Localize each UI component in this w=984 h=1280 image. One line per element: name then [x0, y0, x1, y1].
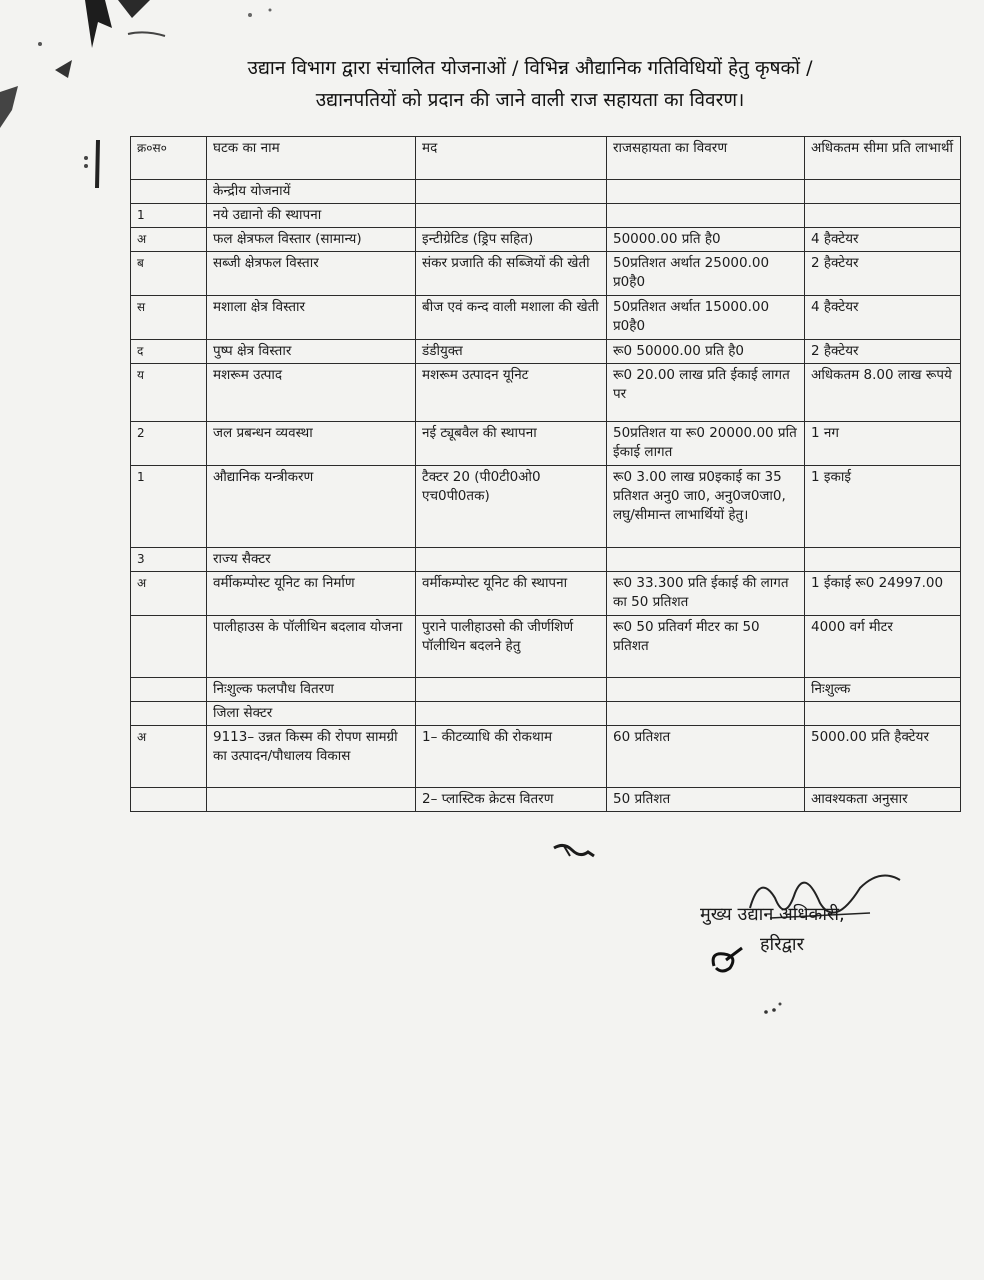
header-max-limit: अधिकतम सीमा प्रति लाभार्थी: [805, 137, 961, 180]
table-row: [131, 548, 961, 572]
cell-component: पुष्प क्षेत्र विस्तार: [207, 340, 416, 364]
scan-dots: [760, 1000, 790, 1020]
cell-serial: 1: [131, 204, 207, 228]
signatory-designation: मुख्य उद्यान अधिकारी,: [700, 904, 845, 925]
cell-subsidy: 50प्रतिशत या रू0 20000.00 प्रति ईकाई लागत: [607, 422, 805, 466]
header-component: घटक का नाम: [207, 137, 416, 180]
cell-serial: ब: [131, 252, 207, 296]
signatory-location: हरिद्वार: [760, 934, 804, 955]
cell-subsidy: रू0 50000.00 प्रति है0: [607, 340, 805, 364]
table-row: [131, 364, 961, 422]
cell-subsidy: 50000.00 प्रति है0: [607, 228, 805, 252]
initials-mark: [708, 944, 748, 974]
cell-subsidy: 60 प्रतिशत: [607, 726, 805, 788]
cell-subsidy: 50प्रतिशत अर्थात 25000.00 प्र0है0: [607, 252, 805, 296]
table-row: [131, 466, 961, 548]
table-row: [131, 788, 961, 812]
cell-component: नये उद्यानो की स्थापना: [207, 204, 416, 228]
cell-component: औद्यानिक यन्त्रीकरण: [207, 466, 416, 548]
cell-item: नई ट्यूबवैल की स्थापना: [416, 422, 607, 466]
cell-item: [416, 180, 607, 204]
cell-item: [416, 678, 607, 702]
cell-limit: 4000 वर्ग मीटर: [805, 616, 961, 678]
document-title: [150, 52, 910, 116]
cell-component: केन्द्रीय योजनायें: [207, 180, 416, 204]
table-row: [131, 422, 961, 466]
cell-item: संकर प्रजाति की सब्जियों की खेती: [416, 252, 607, 296]
cell-limit: 1 इकाई: [805, 466, 961, 548]
cell-limit: निःशुल्क: [805, 678, 961, 702]
cell-item: 1– कीटव्याधि की रोकथाम: [416, 726, 607, 788]
cell-component: फल क्षेत्रफल विस्तार (सामान्य): [207, 228, 416, 252]
cell-item: मशरूम उत्पादन यूनिट: [416, 364, 607, 422]
cell-limit: 2 हैक्टेयर: [805, 340, 961, 364]
cell-limit: 1 ईकाई रू0 24997.00: [805, 572, 961, 616]
cell-subsidy: रू0 20.00 लाख प्रति ईकाई लागत पर: [607, 364, 805, 422]
cell-serial: य: [131, 364, 207, 422]
cell-item: [416, 702, 607, 726]
cell-item: [416, 204, 607, 228]
header-serial: क्र०स०: [131, 137, 207, 180]
cell-limit: अधिकतम 8.00 लाख रूपये: [805, 364, 961, 422]
table-header-row: [131, 137, 961, 180]
cell-component: मशाला क्षेत्र विस्तार: [207, 296, 416, 340]
scan-mark-left-margin: [76, 138, 116, 198]
cell-limit: [805, 702, 961, 726]
cell-item: वर्मीकम्पोस्ट यूनिट की स्थापना: [416, 572, 607, 616]
cell-subsidy: [607, 180, 805, 204]
cell-serial: अ: [131, 726, 207, 788]
cell-component: पालीहाउस के पॉलीथिन बदलाव योजना: [207, 616, 416, 678]
cell-subsidy: [607, 678, 805, 702]
cell-subsidy: [607, 204, 805, 228]
cell-component: सब्जी क्षेत्रफल विस्तार: [207, 252, 416, 296]
cell-limit: [805, 548, 961, 572]
cell-serial: 2: [131, 422, 207, 466]
cell-component: 9113– उन्नत किस्म की रोपण सामग्री का उत्पादन/पौधालय विकास: [207, 726, 416, 788]
cell-subsidy: रू0 33.300 प्रति ईकाई की लागत का 50 प्रतिशत: [607, 572, 805, 616]
cell-item: बीज एवं कन्द वाली मशाला की खेती: [416, 296, 607, 340]
cell-serial: [131, 788, 207, 812]
handwritten-tick-mark: [550, 838, 600, 866]
cell-component: मशरूम उत्पाद: [207, 364, 416, 422]
cell-component: जिला सेक्टर: [207, 702, 416, 726]
cell-item: टैक्टर 20 (पी0टी0ओ0 एच0पी0तक): [416, 466, 607, 548]
cell-limit: [805, 180, 961, 204]
cell-serial: 1: [131, 466, 207, 548]
title-line-2: उद्यानपतियों को प्रदान की जाने वाली राज सहायता का विवरण।: [315, 89, 745, 111]
cell-item: डंडीयुक्त: [416, 340, 607, 364]
cell-serial: [131, 180, 207, 204]
header-item: मद: [416, 137, 607, 180]
table-row: [131, 726, 961, 788]
cell-limit: 5000.00 प्रति हैक्टेयर: [805, 726, 961, 788]
table-row: [131, 678, 961, 702]
cell-serial: द: [131, 340, 207, 364]
cell-serial: स: [131, 296, 207, 340]
cell-subsidy: [607, 548, 805, 572]
table-row: [131, 572, 961, 616]
cell-serial: [131, 678, 207, 702]
cell-item: [416, 548, 607, 572]
cell-limit: आवश्यकता अनुसार: [805, 788, 961, 812]
cell-subsidy: रू0 50 प्रतिवर्ग मीटर का 50 प्रतिशत: [607, 616, 805, 678]
table-row: [131, 340, 961, 364]
cell-subsidy: रू0 3.00 लाख प्र0इकाई का 35 प्रतिशत अनु0 जा0, अनु0ज0जा0, लघु/सीमान्त लाभार्थियों हेतु।: [607, 466, 805, 548]
table-row: [131, 204, 961, 228]
subsidy-table: [130, 136, 961, 812]
cell-subsidy: 50प्रतिशत अर्थात 15000.00 प्र0है0: [607, 296, 805, 340]
cell-component: [207, 788, 416, 812]
table-row: [131, 228, 961, 252]
table-row: [131, 296, 961, 340]
table-row: [131, 616, 961, 678]
cell-serial: 3: [131, 548, 207, 572]
cell-limit: 4 हैक्टेयर: [805, 228, 961, 252]
cell-serial: [131, 616, 207, 678]
cell-item: 2– प्लास्टिक क्रेटस वितरण: [416, 788, 607, 812]
cell-item: पुराने पालीहाउसो की जीर्णशिर्ण पॉलीथिन बदलने हेतु: [416, 616, 607, 678]
cell-limit: 2 हैक्टेयर: [805, 252, 961, 296]
table-row: [131, 702, 961, 726]
cell-limit: [805, 204, 961, 228]
cell-serial: अ: [131, 572, 207, 616]
cell-serial: [131, 702, 207, 726]
cell-item: इन्टीग्रेटिड (ड्रिप सहित): [416, 228, 607, 252]
cell-component: निःशुल्क फलपौध वितरण: [207, 678, 416, 702]
table-row: [131, 180, 961, 204]
header-subsidy-details: राजसहायता का विवरण: [607, 137, 805, 180]
cell-component: राज्य सैक्टर: [207, 548, 416, 572]
cell-serial: अ: [131, 228, 207, 252]
cell-subsidy: 50 प्रतिशत: [607, 788, 805, 812]
cell-limit: 1 नग: [805, 422, 961, 466]
table-row: [131, 252, 961, 296]
cell-subsidy: [607, 702, 805, 726]
cell-component: जल प्रबन्धन व्यवस्था: [207, 422, 416, 466]
title-line-1: उद्यान विभाग द्वारा संचालित योजनाओं / विभिन्न औद्यानिक गतिविधियों हेतु कृषकों /: [247, 57, 813, 79]
cell-limit: 4 हैक्टेयर: [805, 296, 961, 340]
cell-component: वर्मीकम्पोस्ट यूनिट का निर्माण: [207, 572, 416, 616]
